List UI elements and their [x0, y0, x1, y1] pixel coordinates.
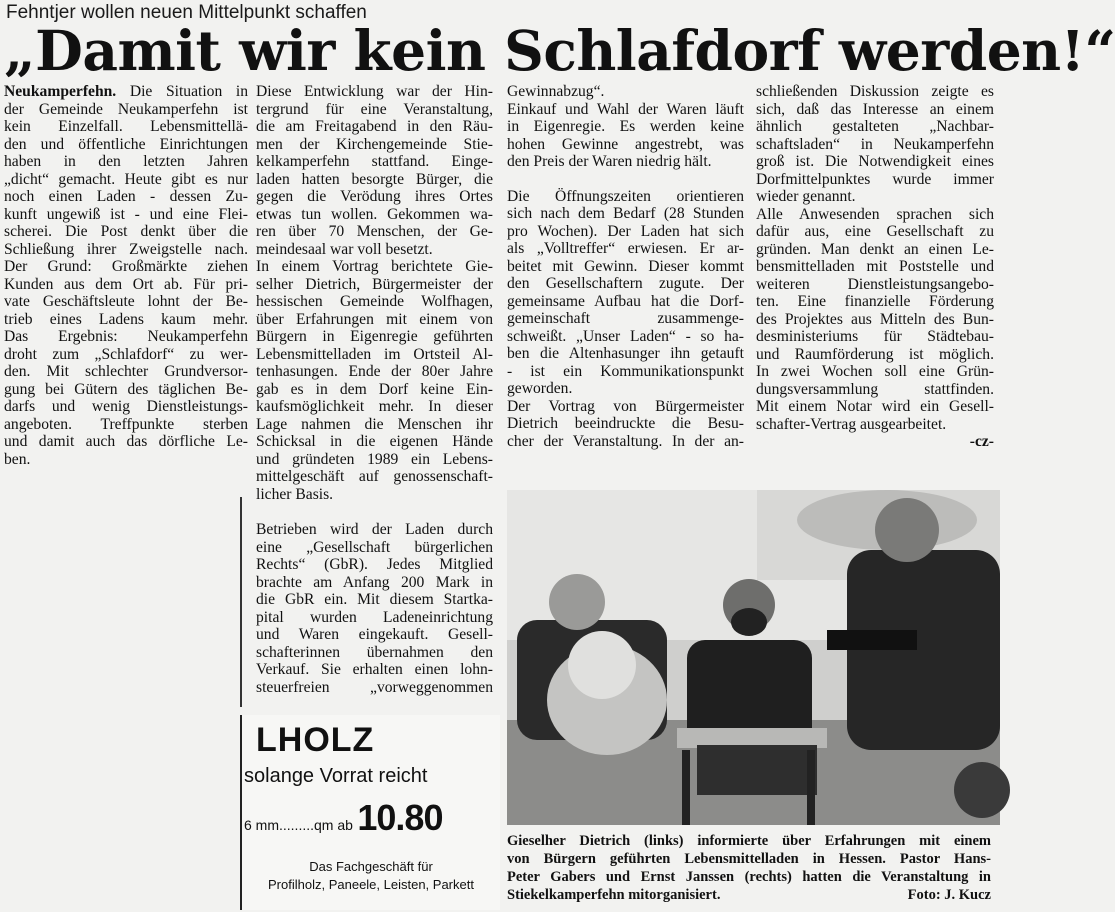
photo-caption: [507, 832, 991, 904]
ad-shop-line-1: Das Fachgeschäft für: [309, 859, 433, 874]
text-line: Lebensmittelladen im Ortsteil Al-: [256, 345, 493, 363]
text-line: tenhasungen. Ende der 80er Jahre: [256, 363, 493, 380]
text-line: hessischen Gemeinde Wolfhagen,: [256, 293, 493, 310]
text-line: sich nach dem Bedarf (28 Stunden: [507, 205, 744, 222]
text-line: kunft ungewiß ist - und eine Flei-: [4, 205, 248, 223]
caption-last-line: Stiekelkamperfehn mitorganisiert.: [507, 887, 721, 903]
text-line: tergrund für eine Veranstaltung,: [256, 100, 493, 118]
text-line: selher Dietrich, Bürgermeister der: [256, 275, 493, 293]
text-line: groß ist. Die Notwendigkeit eines: [756, 153, 994, 170]
text-line: trieb eines Ladens kaum mehr.: [4, 310, 248, 328]
text-line: den. Mit schlechter Grundversor-: [4, 363, 248, 380]
text-line: beitet mit Gewinn. Dieser kommt: [507, 257, 744, 275]
text-line: gegen die Verödung ihres Ortes: [256, 188, 493, 205]
text-line: und damit auch das dörfliche Le-: [4, 433, 248, 450]
text-line: haben in den letzten Jahren: [4, 153, 248, 170]
author-initials: -cz-: [969, 433, 994, 450]
text-line: und Waren eingekauft. Gesell-: [256, 626, 493, 643]
text-line: vate Geschäftsleute lohnt der Be-: [4, 293, 248, 310]
text-line: schafterinnen übernahmen den: [256, 643, 493, 661]
ad-offer: solange Vorrat reicht: [244, 765, 428, 787]
text-line: gemeinsame Aufbau hat die Dorf-: [507, 292, 744, 310]
ad-dimension: 6 mm.........qm ab: [244, 817, 353, 833]
text-line: etwas tun wollen. Gekommen wa-: [256, 205, 493, 223]
text-line: gemeinschaft zusammenge-: [507, 310, 744, 327]
text-line: Gewinnabzug“.: [507, 83, 605, 100]
article-column-2: [256, 83, 493, 503]
text-line: Dorfmittelpunktes wurde immer: [756, 170, 994, 188]
text-line: ähnlich gestalteten „Nachbar-: [756, 118, 994, 135]
photo-meeting-image: [507, 490, 1000, 825]
text-line: droht zum „Schlafdorf“ zu wer-: [4, 345, 248, 363]
text-line: schaftsladen“ in Neukamperfehn: [756, 135, 994, 153]
text-line: den und öffentliche Einrichtungen: [4, 135, 248, 153]
text-line: Bürgern in Eigenregie geführten: [256, 328, 493, 345]
text-line: „dicht“ gemacht. Heute gibt es nur: [4, 170, 248, 188]
text-line: Das Ergebnis: Neukamperfehn: [4, 328, 248, 345]
text-line: über Erfahrungen mit einem von: [256, 310, 493, 328]
text-line: Rechts“ (GbR). Jedes Mitglied: [256, 556, 493, 573]
text-line: scherei. Die Post denkt über die: [4, 223, 248, 240]
text-line: ben.: [4, 450, 31, 468]
text-line: pro Wochen). Der Laden hat sich: [507, 222, 744, 240]
text-line: bensmittelladen mit Poststelle und: [756, 258, 994, 275]
text-line: Neukamperfehn. Die Situation in: [4, 83, 248, 100]
text-line: In zwei Wochen soll eine Grün-: [756, 363, 994, 380]
text-line: licher Basis.: [256, 485, 334, 503]
article-column-3: [507, 83, 744, 450]
text-line: wieder genannt.: [756, 188, 856, 205]
text-line: der Gemeinde Neukamperfehn ist: [4, 100, 248, 118]
text-line: den Preis der Waren niedrig hält.: [507, 153, 712, 170]
text-line: gründen. Man denkt an einen Le-: [756, 240, 994, 258]
ad-price-line: [244, 797, 442, 839]
text-line: mittelgeschäft auf genossenschaft-: [256, 468, 493, 485]
text-line: kein Einzelfall. Lebensmittellä-: [4, 118, 248, 135]
text-line: dafür aus, eine Gesellschaft zu: [756, 223, 994, 240]
text-line: Einkauf und Wahl der Waren läuft: [507, 100, 744, 118]
text-line: men der Kirchengemeinde Stie-: [256, 135, 493, 153]
text-line: meindesaal war voll besetzt.: [256, 240, 433, 258]
text-line: Kunden aus dem Ort ab. Für pri-: [4, 275, 248, 293]
text-line: gung bei Gütern des täglichen Be-: [4, 380, 248, 398]
text-line: steuerfreien „vorweggenommen: [256, 678, 493, 696]
text-line: Mit einem Notar wird ein Gesell-: [756, 398, 994, 415]
text-line: des Projektes aus Mitteln des Bun-: [756, 310, 994, 328]
text-line: und gründeten 1989 ein Lebens-: [256, 450, 493, 468]
text-line: Lage nahmen die Menschen ihr: [256, 415, 493, 433]
dateline: Neukamperfehn.: [4, 83, 117, 100]
text-line: Betrieben wird der Laden durch: [256, 521, 493, 538]
text-line: dungsversammlung stattfinden.: [756, 380, 994, 398]
text-line: Diese Entwicklung war der Hin-: [256, 83, 493, 100]
text-line: weiteren Dienstleistungsangebo-: [756, 275, 994, 293]
article-kicker: Fehntjer wollen neuen Mittelpunkt schaffen: [6, 2, 367, 23]
text-line: angeboten. Treffpunkte sterben: [4, 415, 248, 433]
text-line: kelkamperfehn stattfand. Einge-: [256, 153, 493, 170]
text-line: pital wurden Ladeneinrichtung: [256, 608, 493, 626]
article-column-4: [756, 83, 994, 451]
ad-brand: LHOLZ: [256, 721, 375, 759]
text-line: In einem Vortrag berichtete Gie-: [256, 258, 493, 275]
text-line: schließenden Diskussion zeigte es: [756, 83, 994, 100]
text-line: Verkauf. Sie erhalten einen lohn-: [256, 661, 493, 678]
advertisement: [240, 715, 500, 910]
text-line: cher der Veranstaltung. In der an-: [507, 432, 744, 450]
text-line: ren über 70 Menschen, der Ge-: [256, 223, 493, 240]
text-line: geworden.: [507, 380, 573, 397]
text-line: laden hatten besorgte Bürger, die: [256, 170, 493, 188]
text-line: den Gesellschaftern zugute. Der: [507, 275, 744, 292]
text-line: Schicksal in die eigenen Hände: [256, 433, 493, 450]
article-column-1: [4, 83, 248, 468]
text-line: brachte am Anfang 200 Mark in: [256, 573, 493, 591]
text-line: die GbR ein. Mit diesem Startka-: [256, 591, 493, 608]
paragraph-gap: [507, 171, 744, 188]
text-line: schafter-Vertrag ausgearbeitet.: [756, 415, 947, 433]
ad-price: 10.80: [357, 797, 443, 838]
text-line: in Eigenregie. Es werden keine: [507, 118, 744, 135]
text-line: und Raumförderung ist möglich.: [756, 345, 994, 363]
article-column-2-lower: [256, 521, 493, 696]
text-line: die am Freitagabend in den Räu-: [256, 118, 493, 135]
text-line: schweißt. „Unser Laden“ - so ha-: [507, 327, 744, 345]
text-line: Dietrich beeindruckte die Besu-: [507, 415, 744, 432]
caption-line: von Bürgern geführten Lebensmittelladen in Hessen. Pastor Hans-: [507, 851, 991, 867]
photo-credit: Foto: J. Kucz: [907, 887, 991, 903]
text-line: Die Öffnungszeiten orientieren: [507, 187, 744, 205]
text-line: Schließung ihrer Zweigstelle nach.: [4, 240, 248, 258]
column-rule: [240, 497, 242, 707]
text-line: sich, daß das Interesse an einem: [756, 100, 994, 118]
article-headline: „Damit wir kein Schlafdorf werden!“: [4, 18, 1115, 83]
text-line: kaufsmöglichkeit mehr. In dieser: [256, 398, 493, 415]
text-line: Alle Anwesenden sprachen sich: [756, 205, 994, 223]
article-photo: [507, 490, 1000, 825]
text-line: als „Volltreffer“ erwiesen. Er ar-: [507, 240, 744, 257]
text-line: desministeriums für Städtebau-: [756, 328, 994, 345]
text-line: noch einen Laden - dessen Zu-: [4, 188, 248, 205]
caption-line: Peter Gabers und Ernst Janssen (rechts) hatten die Veranstaltung in: [507, 869, 991, 885]
caption-line: Gieselher Dietrich (links) informierte über Erfahrungen mit einem: [507, 833, 991, 849]
text-line: Der Grund: Großmärkte ziehen: [4, 258, 248, 275]
ad-shop-line-2: Profilholz, Paneele, Leisten, Parkett: [268, 877, 474, 892]
text-line: darfs und wenig Dienstleistungs-: [4, 398, 248, 415]
text-line: Der Vortrag von Bürgermeister: [507, 397, 744, 415]
text-line: ben die Altenhasunger ihn getauft: [507, 345, 744, 362]
text-line: hohen Gewinne angestrebt, was: [507, 135, 744, 153]
text-line: - ist ein Kommunikationspunkt: [507, 362, 744, 380]
text-line: eine „Gesellschaft bürgerlichen: [256, 538, 493, 556]
caption-line: [507, 886, 991, 904]
text-line: gab es in dem Dorf keine Ein-: [256, 380, 493, 398]
text-line: ten. Eine finanzielle Förderung: [756, 293, 994, 310]
